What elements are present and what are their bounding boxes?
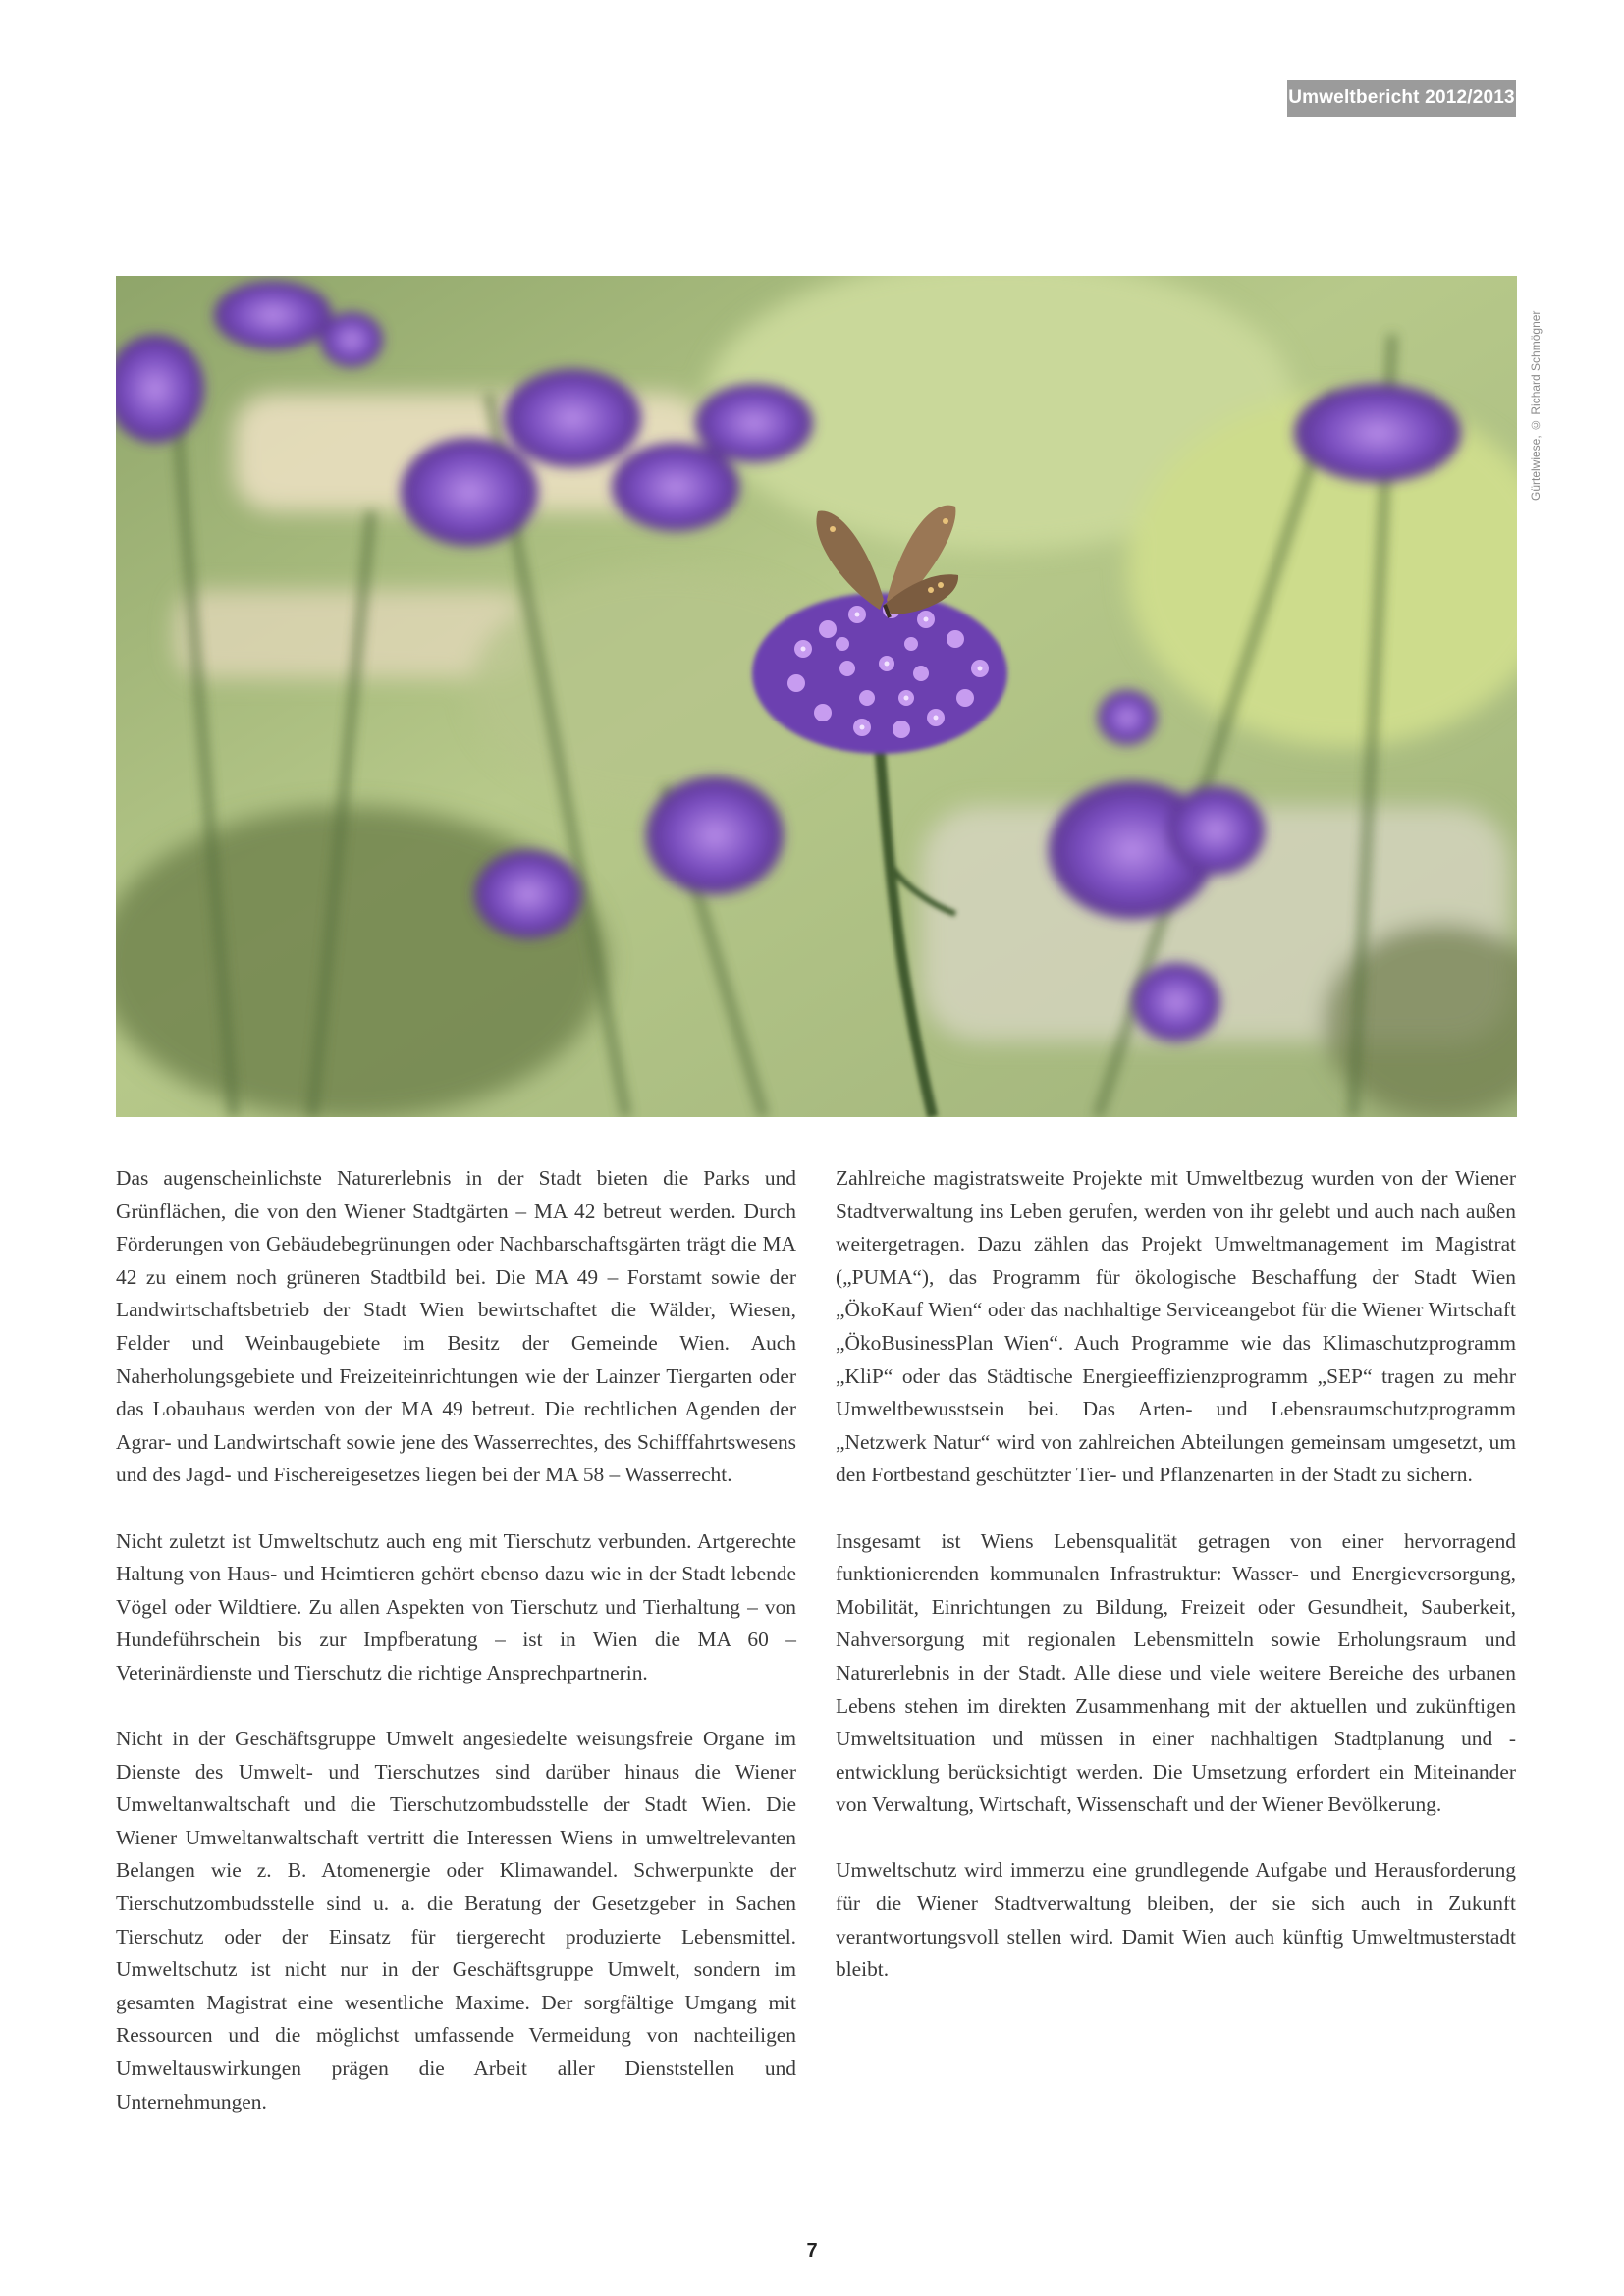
paragraph: Nicht zuletzt ist Umweltschutz auch eng mit Tierschutz verbunden. Artgerechte Haltung von Haus- und Heimtieren gehört ebenso dazu wie in der Stadt lebende Vögel oder Wildtiere. Zu allen Aspekten von Tierschutz und Tierhaltung – von Hundeführschein bis zur Impfberatung – ist in Wien die MA 60 – Veterinärdienste und Tierschutz die richtige Ansprechpartnerin. xyxy=(116,1528,796,1684)
paragraph: Insgesamt ist Wiens Lebensqualität getragen von einer hervorragend funktionierenden kommunalen Infrastruktur: Wasser- und Energieversorgung, Mobilität, Einrichtungen zu Bildung, Freizeit oder Gesundheit, Sauberkeit, Nahversorgung mit regionalen Lebensmitteln sowie Erholungsraum und Naturerlebnis in der Stadt. Alle diese und viele weitere Bereiche des urbanen Lebens stehen im direkten Zusammenhang mit der aktuellen und zukünftigen Umweltsituation und müssen in einer nachhaltigen Stadtplanung und -entwicklung berücksichtigt werden. Die Umsetzung erfordert ein Miteinander von Verwaltung, Wirtschaft, Wissenschaft und der Wiener Bevölkerung. xyxy=(836,1528,1516,1817)
paragraph: Umweltschutz wird immerzu eine grundlegende Aufgabe und Herausforderung für die Wiener Stadtverwaltung bleiben, der sie sich auch in Zukunft verantwortungsvoll stellen wird. Damit Wien auch künftig Umweltmusterstadt bleibt. xyxy=(836,1858,1516,1982)
paragraph: Nicht in der Geschäftsgruppe Umwelt angesiedelte weisungsfreie Organe im Dienste des Umwelt- und Tierschutzes sind darüber hinaus die Wiener Umweltanwaltschaft und die Tierschutzombudsstelle der Stadt Wien. Die Wiener Umweltanwaltschaft vertritt die Interessen Wiens in umweltrelevanten Belangen wie z. B. Atomenergie oder Klimawandel. Schwerpunkte der Tierschutzombudsstelle sind u. a. die Beratung der Gesetzgeber in Sachen Tierschutz oder der Einsatz für tiergerecht produzierte Lebensmittel. Umweltschutz ist nicht nur in der Geschäftsgruppe Umwelt, sondern im gesamten Magistrat eine wesentliche Maxime. Der sorgfältige Umgang mit Ressourcen und die möglichst umfassende Vermeidung von nachteiligen Umweltauswirkungen prägen die Arbeit aller Dienststellen und Unternehmungen. xyxy=(116,1727,796,2113)
paragraph: Das augenscheinlichste Naturerlebnis in der Stadt bieten die Parks und Grünflächen, die von den Wiener Stadtgärten – MA 42 betreut werden. Durch Förderungen von Gebäudebegrünungen oder Nachbarschaftsgärten trägt die MA 42 zu einem noch grüneren Stadtbild bei. Die MA 49 – Forstamt sowie der Landwirtschaftsbetrieb der Stadt Wien bewirtschaftet die Wälder, Wiesen, Felder und Weinbaugebiete im Besitz der Gemeinde Wien. Auch Naherholungsgebiete und Freizeiteinrichtungen wie der Lainzer Tiergarten oder das Lobauhaus werden von der MA 49 betreut. Die rechtlichen Agenden der Agrar- und Landwirtschaft sowie jene des Wasserrechtes, des Schifffahrtswesens und des Jagd- und Fischereigesetzes liegen bei der MA 58 – Wasserrecht. xyxy=(116,1166,796,1487)
verbena-butterfly-photo xyxy=(116,276,1517,1117)
report-title-badge: Umweltbericht 2012/2013 xyxy=(1287,80,1516,117)
paragraph: Zahlreiche magistratsweite Projekte mit Umweltbezug wurden von der Wiener Stadtverwaltung ins Leben gerufen, werden von ihr gelebt und auch nach außen weitergetragen. Dazu zählen das Projekt Umweltmanagement im Magistrat („PUMA“), das Programm für ökologische Beschaffung der Stadt Wien „ÖkoKauf Wien“ oder das nachhaltige Serviceangebot für die Wiener Wirtschaft „ÖkoBusinessPlan Wien“. Auch Programme wie das Klimaschutzprogramm „KliP“ oder das Städtische Energieeffizienzprogramm „SEP“ tragen zu mehr Umweltbewusstsein bei. Das Arten- und Lebensraumschutzprogramm „Netzwerk Natur“ wird von zahlreichen Abteilungen gemeinsam umgesetzt, um den Fortbestand geschützter Tier- und Pflanzenarten in der Stadt zu sichern. xyxy=(836,1166,1516,1487)
photo-credit: Gürtelwiese, © Richard Schmögner xyxy=(1529,310,1543,501)
right-text-column xyxy=(836,1162,1516,2019)
left-text-column xyxy=(116,1162,796,2152)
page-number: 7 xyxy=(806,2240,818,2262)
